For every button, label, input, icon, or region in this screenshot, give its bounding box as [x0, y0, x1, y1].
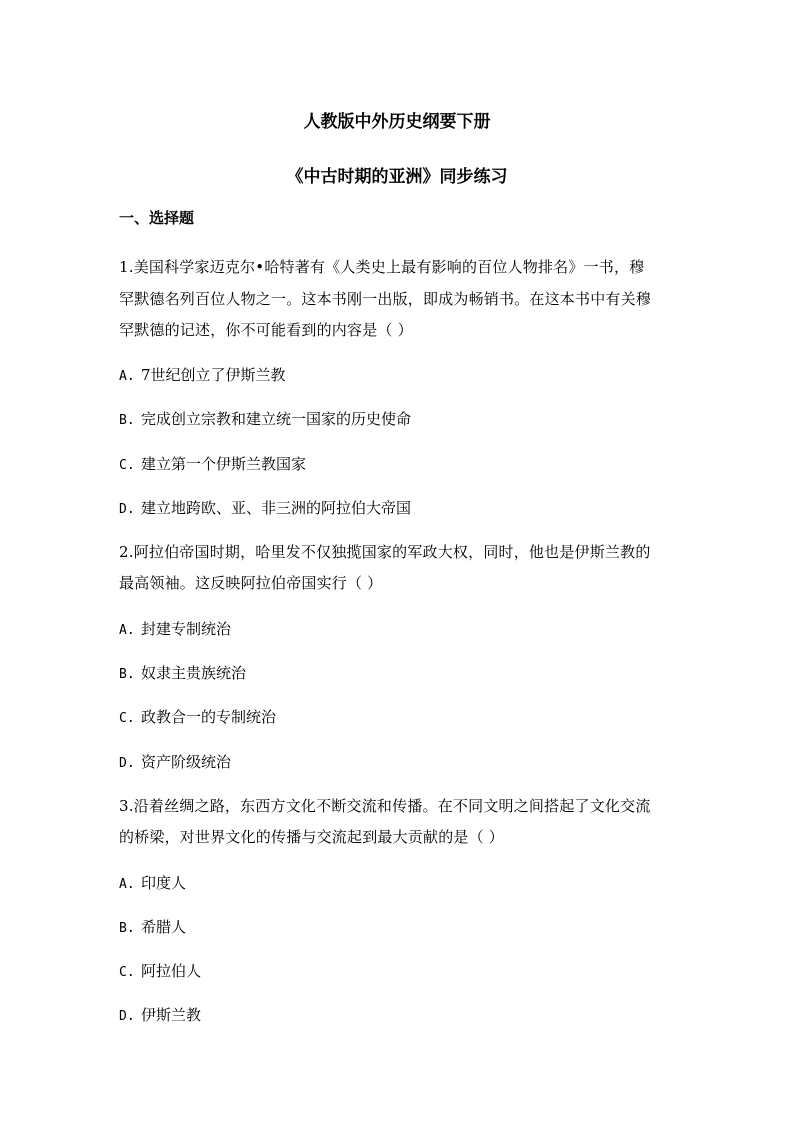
option-text: 建立第一个伊斯兰教国家	[141, 455, 307, 473]
question-3-option-d	[119, 1004, 201, 1025]
question-2-option-c	[119, 706, 276, 727]
option-letter: B.	[119, 667, 135, 682]
question-3-option-a	[119, 872, 186, 893]
question-3-line-1: 3.沿着丝绸之路，东西方文化不断交流和传播。在不同文明之间搭起了文化交流	[119, 797, 651, 815]
option-text: 封建专制统治	[141, 620, 232, 638]
question-2-option-a	[119, 618, 231, 639]
question-3-option-c	[119, 960, 201, 981]
option-text: 奴隶主贵族统治	[141, 664, 247, 682]
option-letter: A.	[119, 623, 135, 638]
option-text: 7世纪创立了伊斯兰教	[141, 366, 286, 384]
option-letter: D.	[119, 502, 135, 517]
question-1-line-1: 1.美国科学家迈克尔•哈特著有《人类史上最有影响的百位人物排名》一书，穆	[119, 258, 645, 276]
option-text: 阿拉伯人	[141, 962, 202, 980]
question-3-line-2: 的桥梁，对世界文化的传播与交流起到最大贡献的是（ ）	[119, 828, 504, 846]
option-letter: D.	[119, 1009, 135, 1024]
question-1-line-2: 罕默德名列百位人物之一。这本书刚一出版，即成为畅销书。在这本书中有关穆	[119, 290, 652, 308]
question-2-option-d	[119, 751, 231, 772]
option-letter: D.	[119, 756, 135, 771]
option-text: 希腊人	[141, 918, 187, 936]
question-1-line-3: 罕默德的记述，你不可能看到的内容是（ ）	[119, 321, 413, 339]
question-1-option-a	[119, 364, 286, 385]
question-1-option-d	[119, 497, 411, 518]
option-letter: B.	[119, 921, 135, 936]
option-text: 建立地跨欧、亚、非三洲的阿拉伯大帝国	[141, 499, 412, 517]
option-text: 完成创立宗教和建立统一国家的历史使命	[141, 410, 412, 428]
question-1-option-b	[119, 408, 411, 429]
option-letter: B.	[119, 413, 135, 428]
question-2-line-2: 最高领袖。这反映阿拉伯帝国实行（ ）	[119, 574, 383, 592]
question-1-option-c	[119, 453, 306, 474]
option-letter: C.	[119, 965, 135, 980]
option-text: 资产阶级统治	[141, 753, 232, 771]
option-letter: A.	[119, 877, 135, 892]
option-letter: C.	[119, 711, 135, 726]
document-subtitle: 《中古时期的亚洲》同步练习	[286, 167, 508, 187]
section-heading: 一、选择题	[119, 209, 195, 227]
question-3-option-b	[119, 916, 186, 937]
document-title: 人教版中外历史纲要下册	[303, 112, 491, 132]
question-2-line-1: 2.阿拉伯帝国时期，哈里发不仅独揽国家的军政大权，同时，他也是伊斯兰教的	[119, 543, 651, 561]
question-2-option-b	[119, 662, 246, 683]
option-letter: A.	[119, 369, 135, 384]
option-text: 政教合一的专制统治	[141, 708, 277, 726]
option-text: 伊斯兰教	[141, 1006, 202, 1024]
option-text: 印度人	[141, 874, 187, 892]
option-letter: C.	[119, 458, 135, 473]
